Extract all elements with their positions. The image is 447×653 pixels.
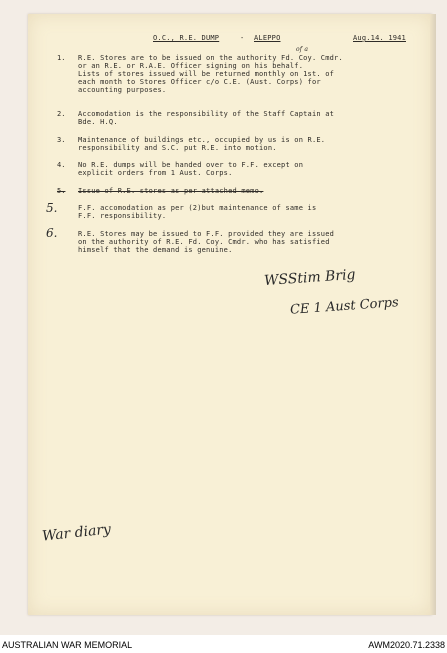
header-place: ALEPPO xyxy=(254,34,281,42)
item-number: 1. xyxy=(57,54,66,62)
item-2-line-2: Bde. H.Q. xyxy=(78,118,118,126)
item-4-line-1: No R.E. dumps will be handed over to F.F. except on xyxy=(78,161,304,169)
insert-above: of a xyxy=(296,46,309,53)
item-number-struck: 5. xyxy=(57,187,66,195)
footer-institution: AUSTRALIAN WAR MEMORIAL xyxy=(2,640,133,650)
signature-title: CE 1 Aust Corps xyxy=(289,295,400,318)
item-number: 4. xyxy=(57,161,66,169)
item-3-line-2: responsibility and S.C. put R.E. into motion. xyxy=(78,144,277,152)
item-6-line-1: R.E. Stores may be issued to F.F. provided they are issued xyxy=(78,230,335,238)
item-3-line-1: Maintenance of buildings etc., occupied by us is on R.E. xyxy=(78,136,326,144)
item-1-line-2: or an R.E. or R.A.E. Officer signing on his behalf. xyxy=(78,62,304,70)
war-diary-annotation: War diary xyxy=(41,521,112,545)
header-to: O.C., R.E. DUMP xyxy=(153,34,220,42)
archive-footer xyxy=(0,635,447,653)
item-number-handwritten: 6. xyxy=(46,226,58,240)
item-number: 3. xyxy=(57,136,66,144)
item-1-line-3: Lists of stores issued will be returned monthly on 1st. of xyxy=(78,70,335,78)
item-number-handwritten: 5. xyxy=(46,201,58,215)
document-page xyxy=(28,14,432,615)
item-number: 2. xyxy=(57,110,66,118)
item-1-line-1: R.E. Stores are to be issued on the authority Fd. Coy. Cmdr. xyxy=(78,54,343,62)
item-6-line-2: on the authority of R.E. Fd. Coy. Cmdr. who has satisfied xyxy=(78,238,330,246)
signature-name: WSStim Brig xyxy=(263,266,357,290)
item-6-line-3: himself that the demand is genuine. xyxy=(78,246,233,254)
item-1-line-4: each month to Stores Officer c/o C.E. (Aust. Corps) for xyxy=(78,78,321,86)
item-5-struck-line: Issue of R.E. stores as per attached memo. xyxy=(78,187,264,195)
header-dash: - xyxy=(240,34,245,42)
footer-catalogue-number: AWM2020.71.2338 xyxy=(368,640,445,650)
item-1-line-5: accounting purposes. xyxy=(78,86,167,94)
header-date: Aug.14. 1941 xyxy=(353,34,406,42)
item-2-line-1: Accomodation is the responsibility of the Staff Captain at xyxy=(78,110,335,118)
item-4-line-2: explicit orders from 1 Aust. Corps. xyxy=(78,169,233,177)
item-5-line-2: F.F. responsibility. xyxy=(78,212,167,220)
item-5-line-1: F.F. accomodation as per (2)but maintenance of same is xyxy=(78,204,317,212)
